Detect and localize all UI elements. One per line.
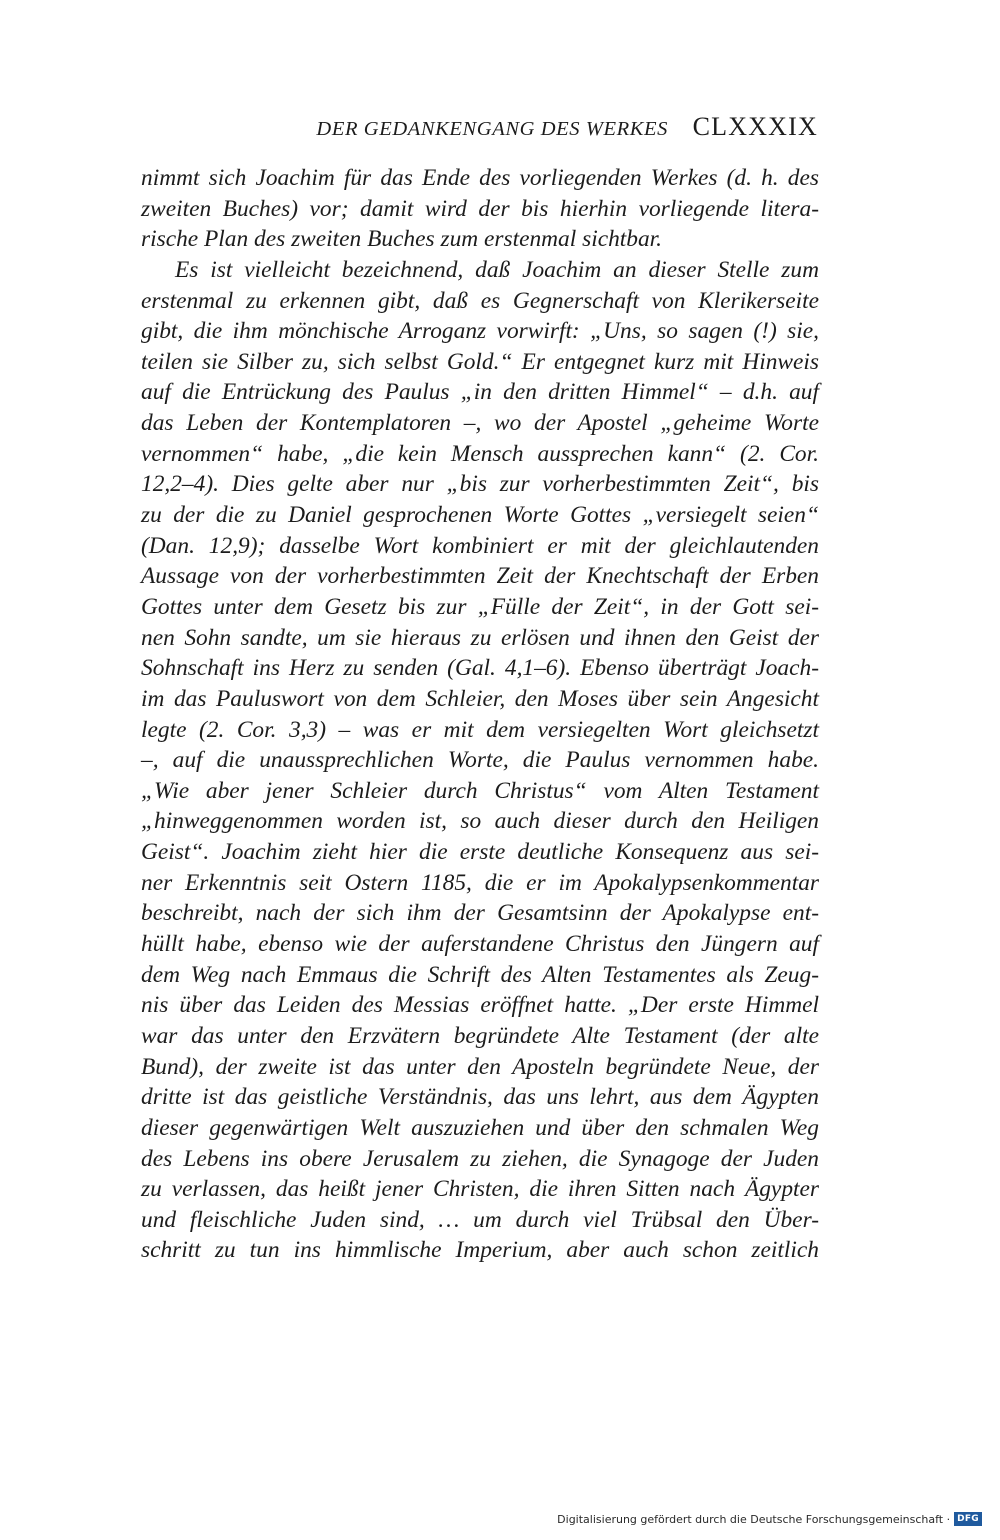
dfg-logo-icon: DFG [954, 1512, 982, 1526]
text-line: dieser gegenwärtigen Welt auszuziehen und über den schmalen Weg [141, 1114, 819, 1141]
text-line: „hinweggenommen worden ist, so auch dieser durch den Heiligen [141, 808, 819, 835]
text-line: teilen sie Silber zu, sich selbst Gold.“ Er entgegnet kurz mit Hinweis [141, 348, 819, 375]
text-line: das Leben der Kontemplatoren –, wo der Apostel „geheime Worte [141, 410, 819, 437]
text-line: nen Sohn sandte, um sie hieraus zu erlösen und ihnen den Geist der [141, 624, 819, 651]
text-line: nis über das Leiden des Messias eröffnet hatte. „Der erste Himmel [141, 992, 819, 1019]
text-line: rische Plan des zweiten Buches zum erstenmal sichtbar. [141, 226, 663, 253]
text-line: dem Weg nach Emmaus die Schrift des Alten Testamentes als Zeug- [141, 961, 819, 988]
text-line: dritte ist das geistliche Verständnis, das uns lehrt, aus dem Ägypten [141, 1084, 819, 1111]
text-line: erstenmal zu erkennen gibt, daß es Gegnerschaft von Klerikerseite [141, 287, 819, 314]
text-line: zu der die zu Daniel gesprochenen Worte Gottes „versiegelt seien“ [141, 502, 819, 529]
text-line: gibt, die ihm mönchische Arroganz vorwirft: „Uns, so sagen (!) sie, [141, 318, 819, 345]
text-line: Sohnschaft ins Herz zu senden (Gal. 4,1–6). Ebenso überträgt Joach- [141, 655, 819, 682]
page-number: CLXXXIX [692, 112, 818, 141]
text-line: „Wie aber jener Schleier durch Christus“ vom Alten Testament [141, 777, 819, 804]
footer-credit: Digitalisierung gefördert durch die Deutsche Forschungsgemeinschaft · [557, 1512, 951, 1526]
text-line: beschreibt, nach der sich ihm der Gesamtsinn der Apokalypse ent- [141, 900, 819, 927]
running-title: DER GEDANKENGANG DES WERKES [316, 118, 668, 140]
text-line: Bund), der zweite ist das unter den Aposteln begründete Neue, der [141, 1053, 819, 1080]
text-line: auf die Entrückung des Paulus „in den dritten Himmel“ – d.h. auf [141, 379, 819, 406]
text-line: nimmt sich Joachim für das Ende des vorliegenden Werkes (d. h. des [141, 165, 819, 191]
digitization-footer [557, 1510, 982, 1528]
text-line: Gottes unter dem Gesetz bis zur „Fülle der Zeit“, in der Gott sei- [141, 593, 819, 620]
text-line: 12,2–4). Dies gelte aber nur „bis zur vorherbestimmten Zeit“, bis [141, 471, 819, 498]
text-line: zweiten Buches) vor; damit wird der bis hierhin vorliegende litera- [141, 195, 819, 222]
text-line: und fleischliche Juden sind, … um durch viel Trübsal den Über- [141, 1206, 819, 1233]
running-head [140, 111, 820, 145]
body-text [141, 163, 819, 1266]
text-line: im das Pauluswort von dem Schleier, den Moses über sein Angesicht [141, 685, 819, 712]
text-line: Geist“. Joachim zieht hier die erste deutliche Konsequenz aus sei- [141, 839, 819, 866]
text-line: legte (2. Cor. 3,3) – was er mit dem versiegelten Wort gleichsetzt [141, 716, 819, 743]
text-line: ner Erkenntnis seit Ostern 1185, die er im Apokalypsenkommentar [141, 869, 819, 896]
text-line: hüllt habe, ebenso wie der auferstandene Christus den Jüngern auf [141, 931, 819, 958]
text-line: Aussage von der vorherbestimmten Zeit der Knechtschaft der Erben [141, 563, 819, 590]
paragraph-first-line: Es ist vielleicht bezeichnend, daß Joachim an dieser Stelle zum [175, 256, 819, 283]
text-line: –, auf die unaussprechlichen Worte, die Paulus vernommen habe. [141, 747, 819, 774]
text-line: (Dan. 12,9); dasselbe Wort kombiniert er mit der gleichlautenden [141, 532, 819, 559]
text-line: schritt zu tun ins himmlische Imperium, aber auch schon zeitlich [141, 1237, 819, 1264]
text-line: vernommen“ habe, „die kein Mensch aussprechen kann“ (2. Cor. [141, 440, 819, 467]
text-line: war das unter den Erzvätern begründete Alte Testament (der alte [141, 1022, 819, 1049]
text-line: zu verlassen, das heißt jener Christen, die ihren Sitten nach Ägypter [141, 1176, 819, 1203]
text-line: des Lebens ins obere Jerusalem zu ziehen, die Synagoge der Juden [141, 1145, 819, 1172]
